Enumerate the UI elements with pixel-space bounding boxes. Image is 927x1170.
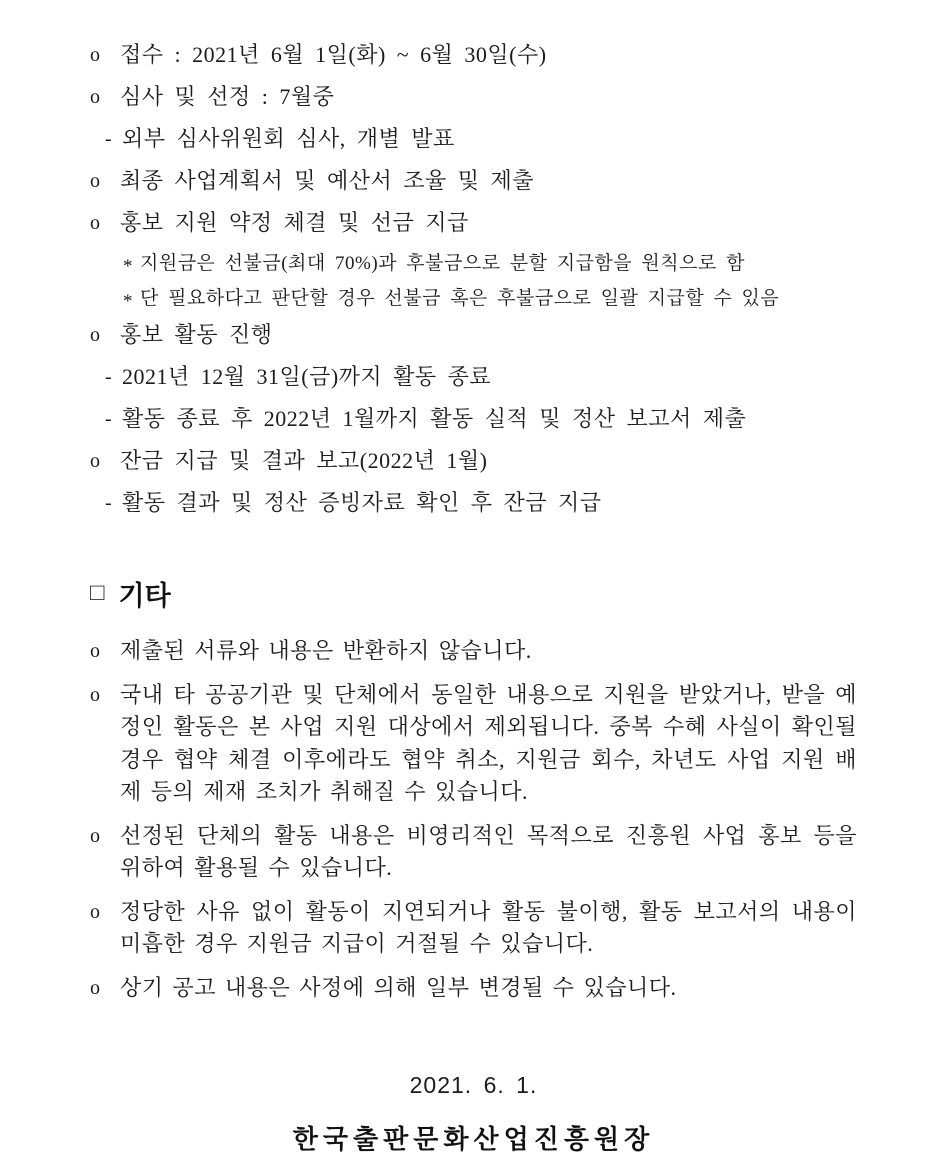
schedule-item-text: 단 필요하다고 판단할 경우 선불금 혹은 후불금으로 일괄 지급할 수 있음 [140,288,780,309]
list-bullet: o [90,976,101,999]
schedule-list-item [90,406,857,432]
schedule-item-text: 잔금 지급 및 결과 보고(2022년 1월) [120,448,488,473]
schedule-item-text: 홍보 지원 약정 체결 및 선금 지급 [120,210,469,235]
schedule-list [90,42,857,516]
schedule-item-text: 홍보 활동 진행 [120,322,273,347]
list-bullet: o [90,683,101,706]
etc-item-text: 제출된 서류와 내용은 반환하지 않습니다. [120,638,532,663]
etc-list-item [90,635,857,668]
schedule-item-text: 2021년 12월 31일(금)까지 활동 종료 [122,364,492,389]
schedule-list-item [90,490,857,516]
list-bullet: o [90,44,101,66]
announcement-date: 2021. 6. 1. [409,1072,538,1098]
list-bullet: o [90,640,101,662]
schedule-item-text: 활동 종료 후 2022년 1월까지 활동 실적 및 정산 보고서 제출 [122,406,747,431]
schedule-list-item [90,448,857,474]
list-bullet: o [90,86,101,108]
etc-item-text: 선정된 단체의 활동 내용은 비영리적인 목적으로 진흥원 사업 홍보 등을 위하여 활용될 수 있습니다. [120,822,857,880]
list-bullet: o [90,212,101,234]
list-bullet: * [123,291,133,312]
list-bullet: - [105,366,113,388]
etc-item-text: 정당한 사유 없이 활동이 지연되거나 활동 불이행, 활동 보고서의 내용이 미흡한 경우 지원금 지급이 거절될 수 있습니다. [120,898,857,956]
schedule-item-text: 외부 심사위원회 심사, 개별 발표 [122,126,455,151]
issuing-authority-signature: 한국출판문화산업진흥원장 [292,1124,655,1154]
schedule-list-item [90,126,857,152]
etc-list-item [90,896,857,961]
list-bullet: - [105,128,113,150]
schedule-list-item [90,322,857,348]
etc-section-title: 기타 [118,581,171,611]
square-bullet-icon: □ [90,578,105,606]
list-bullet: - [105,408,113,430]
etc-list [90,635,857,1004]
schedule-list-item [90,287,857,310]
schedule-item-text: 최종 사업계획서 및 예산서 조율 및 제출 [120,168,535,193]
schedule-list-item [90,252,857,275]
schedule-item-text: 접수 : 2021년 6월 1일(화) ~ 6월 30일(수) [120,42,547,67]
list-bullet: o [90,324,101,346]
etc-list-item [90,679,857,809]
list-bullet: o [90,450,101,472]
etc-section-heading [90,574,857,613]
schedule-item-text: 활동 결과 및 정산 증빙자료 확인 후 잔금 지급 [122,490,602,515]
schedule-item-text: 심사 및 선정 : 7월중 [120,84,335,109]
schedule-item-text: 지원금은 선불금(최대 70%)과 후불금으로 분할 지급함을 원칙으로 함 [140,253,745,274]
etc-item-text: 상기 공고 내용은 사정에 의해 일부 변경될 수 있습니다. [120,974,677,1000]
schedule-list-item [90,168,857,194]
schedule-list-item [90,42,857,68]
schedule-list-item [90,210,857,236]
etc-list-item [90,820,857,885]
etc-item-text: 국내 타 공공기관 및 단체에서 동일한 내용으로 지원을 받았거나, 받을 예정인 활동은 본 사업 지원 대상에서 제외됩니다. 중복 수혜 사실이 확인될 경우 협약 체결 이후에라도 협약 취소, 지원금 회수, 차년도 사업 지원 배제 등의 제재 조치가 취해질 수 있습니다. [120,681,857,804]
list-bullet: o [90,824,101,847]
list-bullet: o [90,900,101,923]
schedule-list-item [90,84,857,110]
list-bullet: - [105,492,113,514]
etc-list-item [90,972,857,1005]
list-bullet: * [123,256,133,277]
list-bullet: o [90,170,101,192]
schedule-list-item [90,364,857,390]
